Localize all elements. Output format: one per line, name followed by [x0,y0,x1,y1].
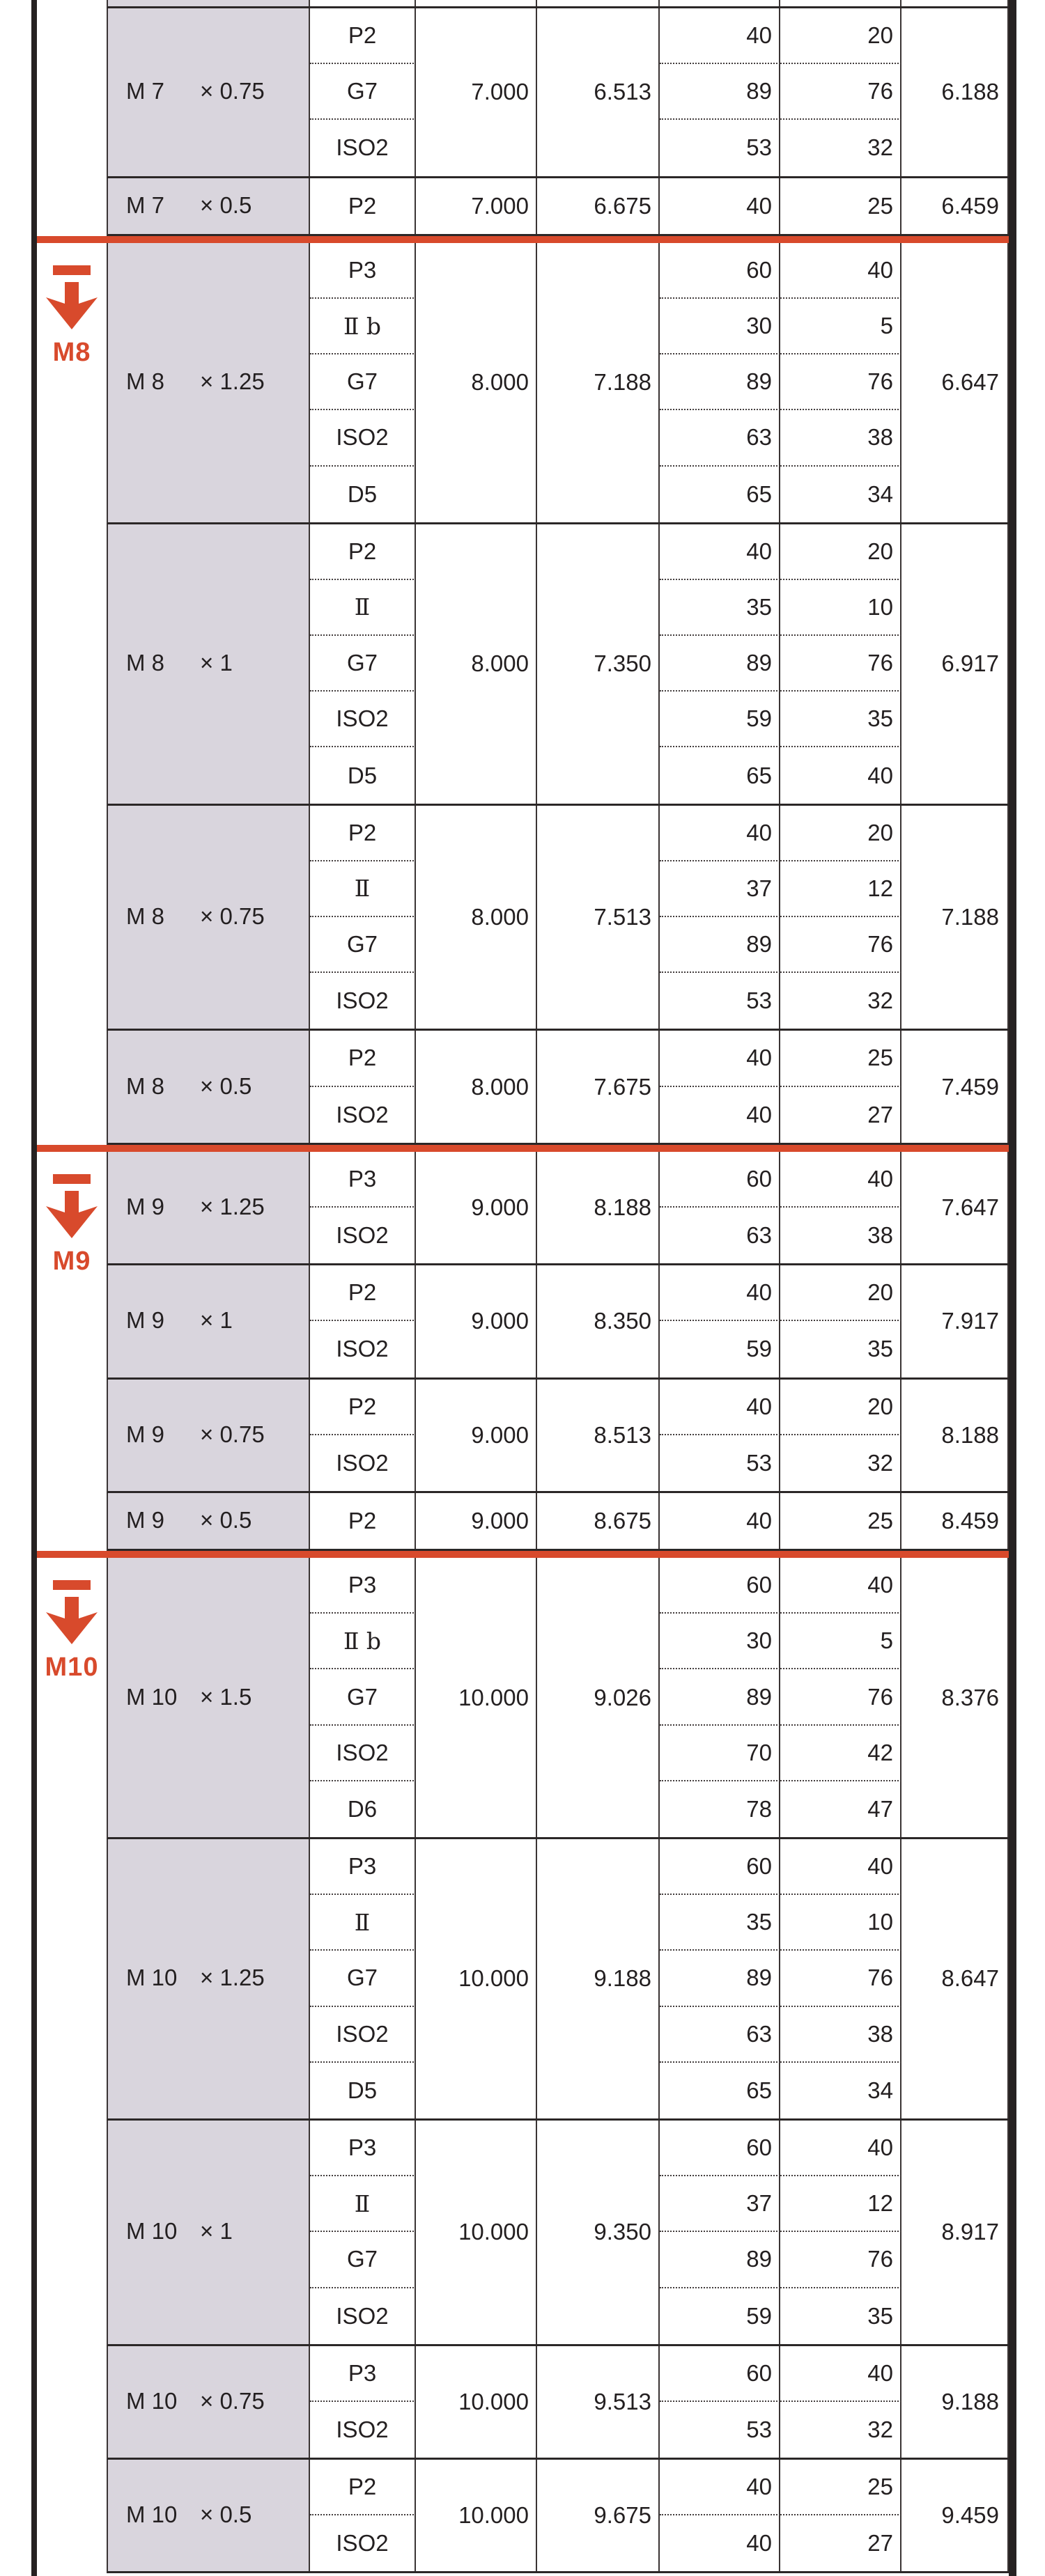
class-cell: P2 [310,1031,416,1086]
value-b-cell: 47 [780,1781,901,1837]
class-cell: P3 [310,2346,416,2402]
major-dia-cell: 8.000 [416,243,537,522]
size-pitch-label: × 1 [200,2218,233,2245]
value-a-cell: 78 [660,1781,780,1837]
family-separator-rule [37,236,1016,243]
value-a-cell: 65 [660,747,780,803]
class-cell: Ⅱ b [310,1614,416,1669]
value-a-cell: 30 [660,299,780,354]
family-marker [41,265,102,366]
value-b-cell: 32 [780,120,901,175]
major-dia-cell: 10.000 [416,1558,537,1837]
value-b-cell: 20 [780,1265,901,1321]
left-border-rule [31,0,37,2576]
pitch-dia-cell: 8.188 [537,1152,660,1263]
value-b-cell: 35 [780,2288,901,2344]
size-label: M 9 [126,1507,165,1533]
pitch-dia-cell: 9.188 [537,1839,660,2118]
size-cell [108,1380,310,1491]
class-cell: P2 [310,178,416,234]
major-dia-cell: 8.000 [416,806,537,1029]
value-a-cell: 40 [660,2515,780,2571]
partial-cell [780,0,901,6]
value-b-cell: 76 [780,636,901,692]
minor-dia-cell: 8.647 [901,1839,1009,2118]
minor-dia-cell: 8.459 [901,1493,1009,1549]
size-label: M 8 [126,650,165,676]
class-cell: P3 [310,1839,416,1895]
value-a-cell: 40 [660,806,780,861]
minor-dia-cell: 7.917 [901,1265,1009,1377]
value-b-cell: 35 [780,1321,901,1377]
value-a-cell: 63 [660,410,780,466]
value-a-cell: 53 [660,1435,780,1491]
value-a-cell: 60 [660,2346,780,2402]
class-cell: D5 [310,467,416,522]
down-arrow-icon [42,265,101,332]
major-dia-cell: 9.000 [416,1152,537,1263]
value-b-cell: 32 [780,2402,901,2458]
value-a-cell: 70 [660,1726,780,1781]
size-cell [108,1493,310,1549]
pitch-dia-cell: 8.513 [537,1380,660,1491]
value-b-cell: 40 [780,1152,901,1208]
partial-size-cell [108,0,310,6]
class-cell: Ⅱ [310,1895,416,1951]
family-separator-rule [37,1145,1016,1152]
size-group [107,178,1009,236]
value-b-cell: 5 [780,299,901,354]
size-cell [108,524,310,804]
class-cell: P3 [310,2121,416,2176]
size-pitch-label: × 0.75 [200,2388,265,2414]
class-cell: ISO2 [310,1726,416,1781]
size-pitch-label: × 0.5 [200,1507,252,1533]
size-cell [108,1265,310,1377]
value-b-cell: 76 [780,1669,901,1725]
value-a-cell: 40 [660,524,780,580]
size-label: M 10 [126,1965,178,1991]
value-b-cell: 25 [780,1031,901,1086]
pitch-dia-cell: 6.513 [537,8,660,176]
size-group [107,806,1009,1031]
size-group [107,1493,1009,1551]
size-group [107,2460,1009,2573]
right-border-rule [1009,0,1016,2576]
value-b-cell: 76 [780,1951,901,2006]
size-label: M 7 [126,78,165,104]
minor-dia-cell: 6.647 [901,243,1009,522]
value-a-cell: 60 [660,243,780,299]
pitch-dia-cell: 9.675 [537,2460,660,2571]
family-marker [41,1580,102,1683]
minor-dia-cell: 6.459 [901,178,1009,234]
down-arrow-icon [42,1580,101,1647]
class-cell: ISO2 [310,410,416,466]
family-marker-label: M8 [52,337,91,367]
size-cell [108,1152,310,1263]
size-group [107,1152,1009,1265]
size-label: M 8 [126,368,165,395]
family-marker [41,1174,102,1274]
size-label: M 8 [126,1072,165,1099]
minor-dia-cell: 9.188 [901,2346,1009,2458]
class-cell: P2 [310,2460,416,2515]
class-cell: D5 [310,2063,416,2118]
size-cell [108,806,310,1029]
size-group [107,243,1009,524]
value-b-cell: 76 [780,2232,901,2288]
family-m7 [37,8,1016,236]
value-b-cell: 40 [780,1839,901,1895]
value-a-cell: 30 [660,1614,780,1669]
major-dia-cell: 9.000 [416,1380,537,1491]
major-dia-cell: 9.000 [416,1493,537,1549]
value-a-cell: 53 [660,973,780,1029]
class-cell: D6 [310,1781,416,1837]
size-group [107,1558,1009,1839]
minor-dia-cell: 7.188 [901,806,1009,1029]
value-a-cell: 40 [660,1380,780,1435]
size-group [107,1380,1009,1493]
class-cell: P2 [310,806,416,861]
size-cell [108,243,310,522]
value-b-cell: 20 [780,524,901,580]
value-b-cell: 27 [780,2515,901,2571]
size-pitch-label: × 1 [200,650,233,676]
major-dia-cell: 10.000 [416,1839,537,2118]
major-dia-cell: 10.000 [416,2121,537,2344]
class-cell: ISO2 [310,2402,416,2458]
value-a-cell: 63 [660,2007,780,2063]
size-group [107,1265,1009,1379]
major-dia-cell: 9.000 [416,1265,537,1377]
size-label: M 10 [126,2501,178,2528]
class-cell: Ⅱ [310,2176,416,2232]
major-dia-cell: 8.000 [416,1031,537,1142]
value-b-cell: 40 [780,2346,901,2402]
value-b-cell: 38 [780,2007,901,2063]
class-cell: Ⅱ [310,580,416,636]
partial-cell [537,0,660,6]
class-cell: Ⅱ b [310,299,416,354]
partial-cell [416,0,537,6]
family-m9 [37,1152,1016,1551]
pitch-dia-cell: 7.675 [537,1031,660,1142]
class-cell: P2 [310,524,416,580]
class-cell: G7 [310,917,416,973]
size-cell [108,2121,310,2344]
partial-cell [310,0,416,6]
size-label: M 7 [126,192,165,218]
value-a-cell: 59 [660,2288,780,2344]
value-b-cell: 27 [780,1087,901,1143]
family-separator-rule [37,1551,1016,1558]
size-group [107,2346,1009,2460]
value-b-cell: 40 [780,1558,901,1614]
value-a-cell: 53 [660,2402,780,2458]
value-a-cell: 89 [660,2232,780,2288]
size-cell [108,1558,310,1837]
pitch-dia-cell: 9.026 [537,1558,660,1837]
class-cell: ISO2 [310,1208,416,1263]
pitch-dia-cell: 7.513 [537,806,660,1029]
value-b-cell: 42 [780,1726,901,1781]
size-label: M 10 [126,2218,178,2245]
value-b-cell: 40 [780,747,901,803]
minor-dia-cell: 9.459 [901,2460,1009,2571]
size-label: M 10 [126,1683,178,1710]
minor-dia-cell: 8.917 [901,2121,1009,2344]
value-a-cell: 40 [660,1031,780,1086]
family-marker-label: M9 [52,1246,91,1276]
class-cell: ISO2 [310,2288,416,2344]
family-m10 [37,1558,1016,2573]
class-cell: ISO2 [310,2007,416,2063]
size-pitch-label: × 1 [200,1307,233,1334]
class-cell: P2 [310,1265,416,1321]
value-b-cell: 32 [780,973,901,1029]
value-a-cell: 40 [660,1493,780,1549]
major-dia-cell: 10.000 [416,2460,537,2571]
value-a-cell: 89 [660,64,780,120]
class-cell: ISO2 [310,120,416,175]
major-dia-cell: 10.000 [416,2346,537,2458]
class-cell: P3 [310,243,416,299]
class-cell: P2 [310,8,416,64]
size-cell [108,2460,310,2571]
pitch-dia-cell: 8.675 [537,1493,660,1549]
class-cell: G7 [310,636,416,692]
value-b-cell: 25 [780,1493,901,1549]
minor-dia-cell: 8.376 [901,1558,1009,1837]
value-a-cell: 89 [660,1951,780,2006]
class-cell: G7 [310,1951,416,2006]
size-pitch-label: × 0.5 [200,1072,252,1099]
down-arrow-icon [42,1174,101,1241]
value-b-cell: 38 [780,410,901,466]
size-cell [108,1839,310,2118]
value-b-cell: 12 [780,2176,901,2232]
partial-cell [901,0,1009,6]
pitch-dia-cell: 6.675 [537,178,660,234]
value-a-cell: 60 [660,1152,780,1208]
size-label: M 8 [126,903,165,930]
class-cell: ISO2 [310,1321,416,1377]
value-b-cell: 25 [780,178,901,234]
size-pitch-label: × 1.25 [200,1965,265,1991]
class-cell: ISO2 [310,2515,416,2571]
minor-dia-cell: 6.917 [901,524,1009,804]
class-cell: ISO2 [310,1435,416,1491]
size-group [107,8,1009,178]
major-dia-cell: 8.000 [416,524,537,804]
size-cell [108,1031,310,1142]
size-group [107,1031,1009,1144]
value-b-cell: 10 [780,580,901,636]
minor-dia-cell: 7.459 [901,1031,1009,1142]
size-group [107,2121,1009,2346]
size-pitch-label: × 0.75 [200,78,265,104]
size-cell [108,2346,310,2458]
value-a-cell: 60 [660,1558,780,1614]
family-m8 [37,243,1016,1145]
class-cell: P3 [310,1152,416,1208]
value-a-cell: 35 [660,580,780,636]
size-pitch-label: × 1.25 [200,1194,265,1220]
value-a-cell: 53 [660,120,780,175]
value-b-cell: 76 [780,64,901,120]
pitch-dia-cell: 8.350 [537,1265,660,1377]
class-cell: P2 [310,1380,416,1435]
table-top-partial-row [107,0,1009,8]
value-a-cell: 89 [660,1669,780,1725]
value-a-cell: 40 [660,8,780,64]
value-b-cell: 20 [780,806,901,861]
pitch-dia-cell: 9.350 [537,2121,660,2344]
value-a-cell: 63 [660,1208,780,1263]
size-label: M 9 [126,1307,165,1334]
value-b-cell: 25 [780,2460,901,2515]
size-group [107,1839,1009,2121]
value-a-cell: 40 [660,2460,780,2515]
class-cell: G7 [310,1669,416,1725]
value-a-cell: 65 [660,2063,780,2118]
size-label: M 10 [126,2388,178,2414]
value-b-cell: 5 [780,1614,901,1669]
size-label: M 9 [126,1421,165,1447]
value-a-cell: 59 [660,1321,780,1377]
family-marker-label: M10 [45,1653,99,1683]
size-pitch-label: × 0.5 [200,192,252,218]
value-a-cell: 40 [660,1087,780,1143]
size-group [107,524,1009,806]
value-a-cell: 40 [660,1265,780,1321]
value-b-cell: 38 [780,1208,901,1263]
value-b-cell: 10 [780,1895,901,1951]
size-cell [108,178,310,234]
value-b-cell: 20 [780,1380,901,1435]
partial-cell [660,0,780,6]
class-cell: ISO2 [310,1087,416,1143]
value-b-cell: 76 [780,917,901,973]
thread-spec-table [37,0,1016,2573]
value-b-cell: 35 [780,692,901,747]
value-a-cell: 37 [660,2176,780,2232]
value-b-cell: 12 [780,861,901,917]
size-label: M 9 [126,1194,165,1220]
value-b-cell: 40 [780,243,901,299]
size-cell [108,8,310,176]
pitch-dia-cell: 7.350 [537,524,660,804]
value-a-cell: 37 [660,861,780,917]
class-cell: P3 [310,1558,416,1614]
minor-dia-cell: 8.188 [901,1380,1009,1491]
pitch-dia-cell: 7.188 [537,243,660,522]
size-pitch-label: × 1.25 [200,368,265,395]
minor-dia-cell: 6.188 [901,8,1009,176]
value-a-cell: 89 [660,917,780,973]
major-dia-cell: 7.000 [416,8,537,176]
value-b-cell: 40 [780,2121,901,2176]
value-b-cell: 32 [780,1435,901,1491]
class-cell: Ⅱ [310,861,416,917]
value-a-cell: 89 [660,354,780,410]
value-a-cell: 40 [660,178,780,234]
value-a-cell: 59 [660,692,780,747]
class-cell: G7 [310,2232,416,2288]
value-b-cell: 20 [780,8,901,64]
class-cell: G7 [310,64,416,120]
value-a-cell: 35 [660,1895,780,1951]
size-pitch-label: × 1.5 [200,1683,252,1710]
value-a-cell: 89 [660,636,780,692]
class-cell: ISO2 [310,973,416,1029]
value-a-cell: 65 [660,467,780,522]
class-cell: G7 [310,354,416,410]
value-b-cell: 34 [780,2063,901,2118]
size-pitch-label: × 0.5 [200,2501,252,2528]
size-pitch-label: × 0.75 [200,903,265,930]
value-a-cell: 60 [660,2121,780,2176]
value-b-cell: 76 [780,354,901,410]
pitch-dia-cell: 9.513 [537,2346,660,2458]
major-dia-cell: 7.000 [416,178,537,234]
class-cell: D5 [310,747,416,803]
size-pitch-label: × 0.75 [200,1421,265,1447]
class-cell: ISO2 [310,692,416,747]
value-b-cell: 34 [780,467,901,522]
minor-dia-cell: 7.647 [901,1152,1009,1263]
value-a-cell: 60 [660,1839,780,1895]
class-cell: P2 [310,1493,416,1549]
